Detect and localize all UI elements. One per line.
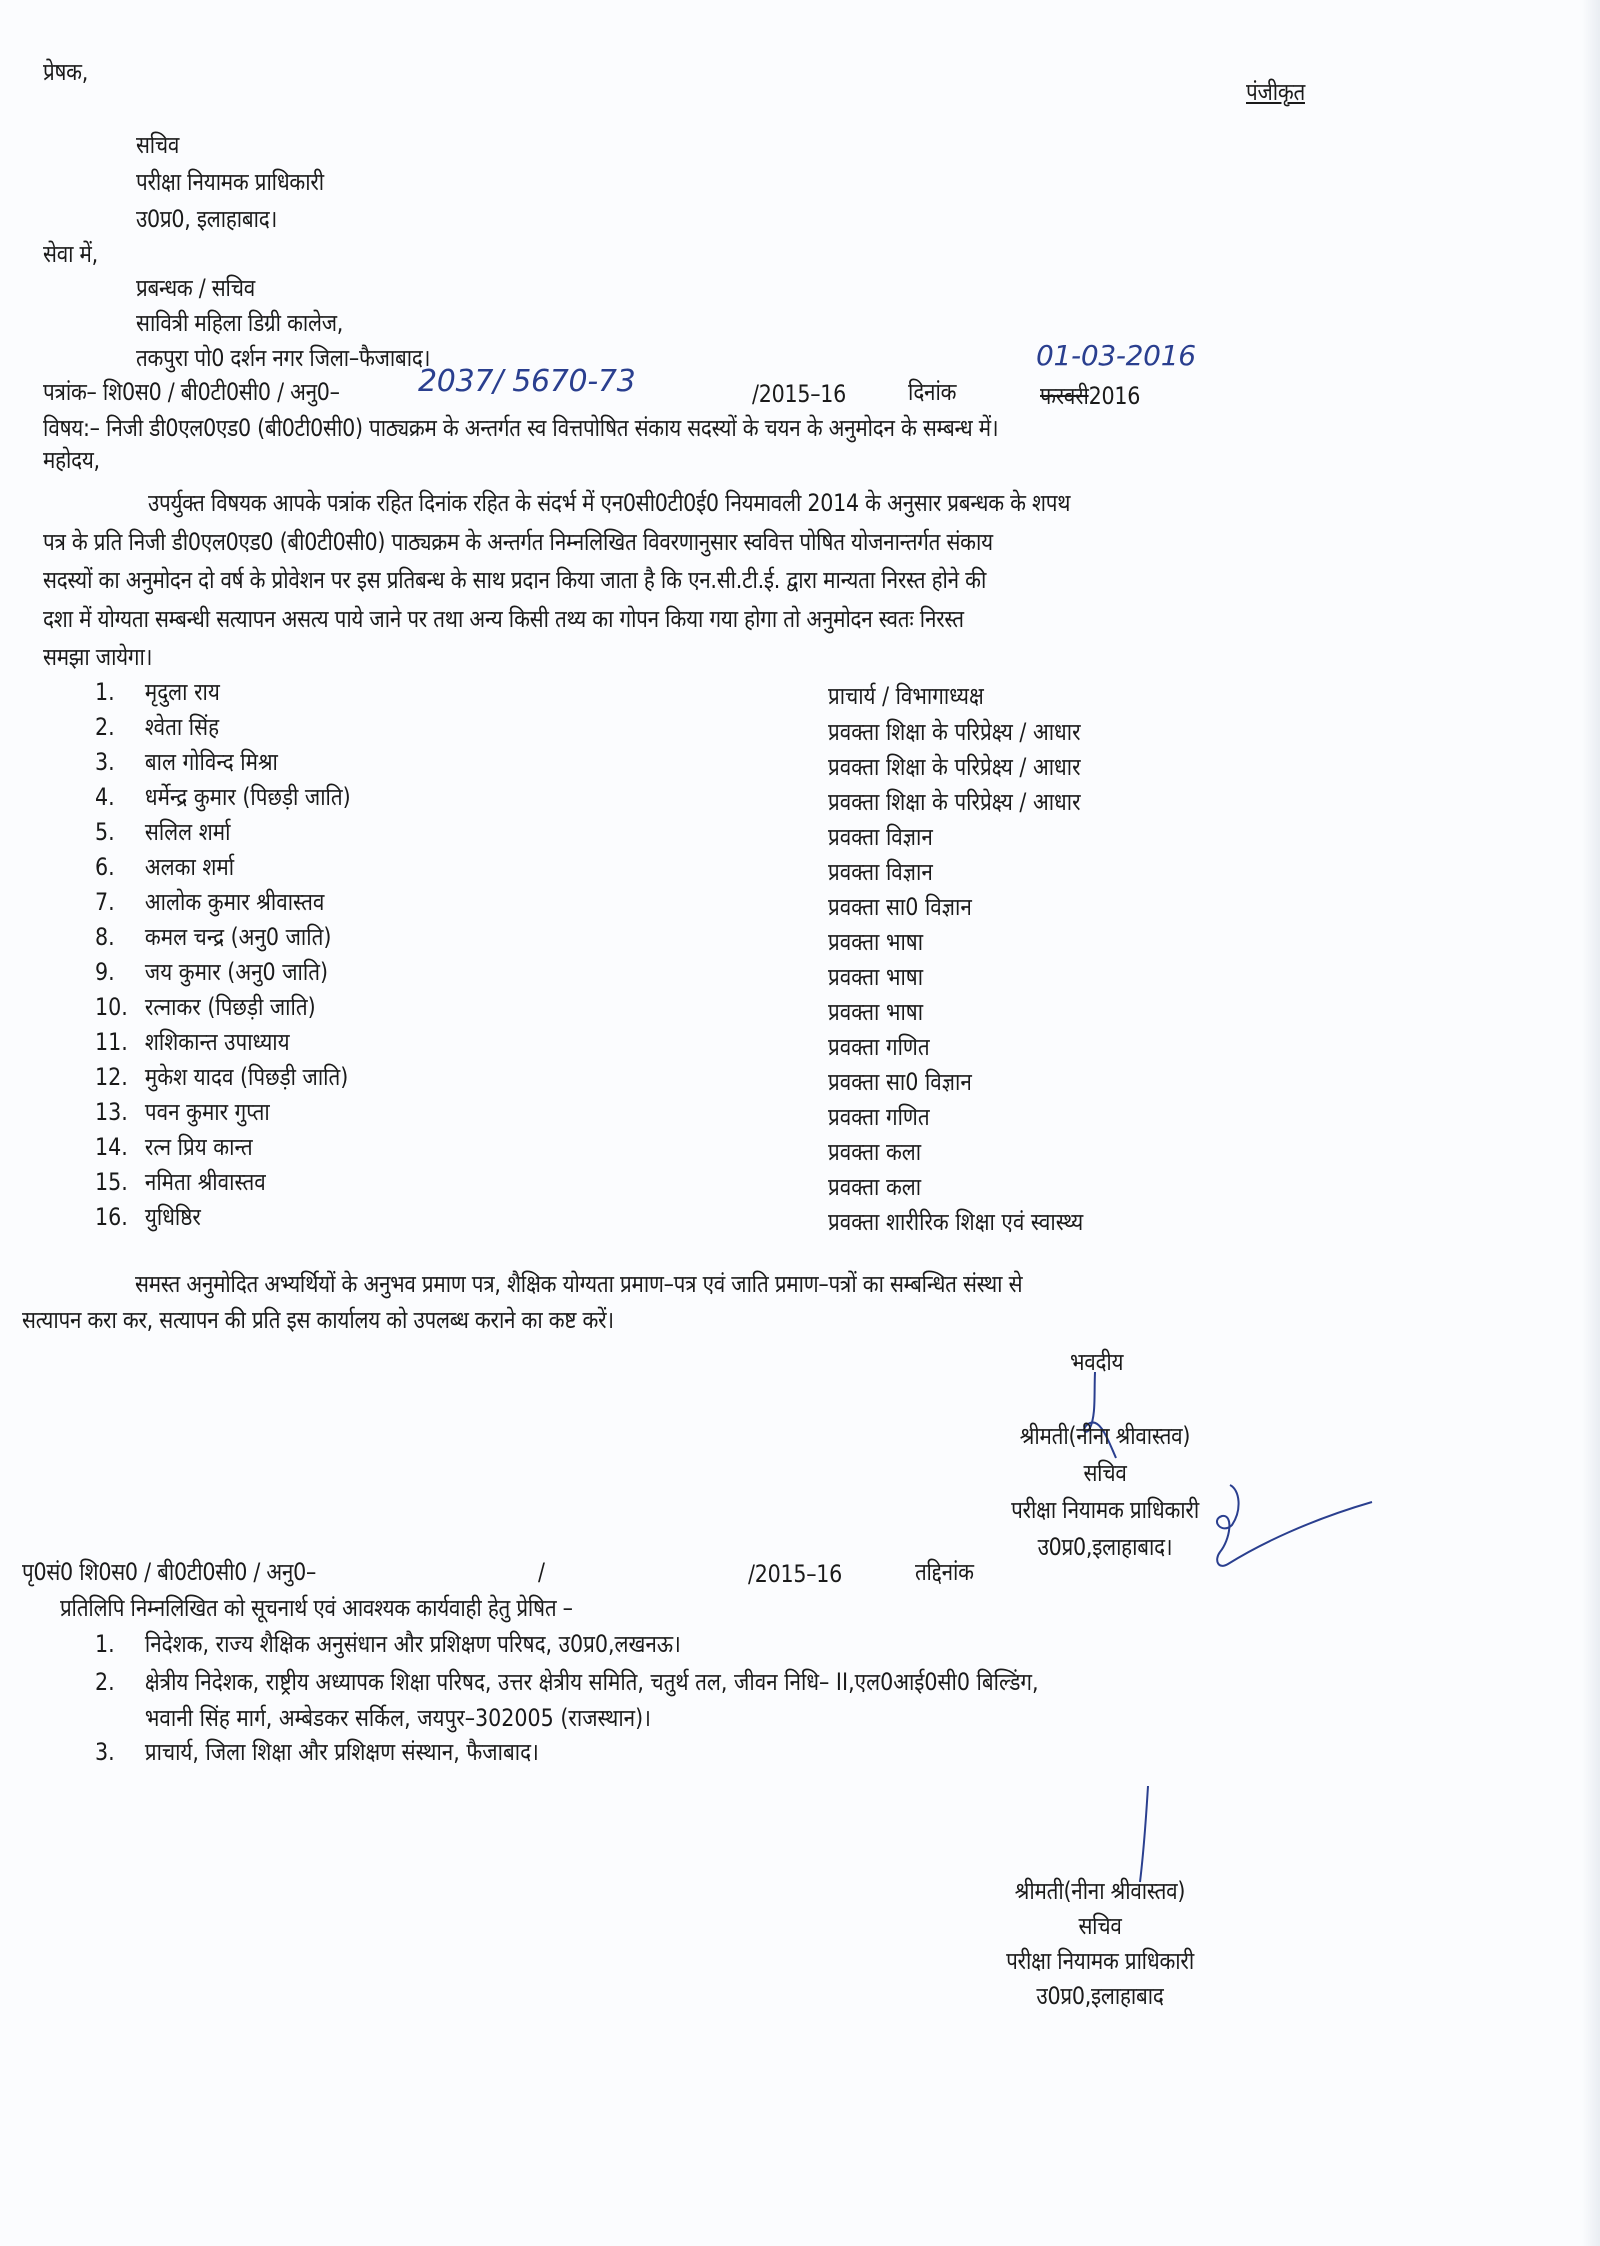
faculty-name-row: 3. बाल गोविन्द मिश्रा xyxy=(95,748,278,776)
copy-signatory-place: उ0प्र0,इलाहाबाद xyxy=(1036,1982,1164,2010)
struck-month: फरवरी xyxy=(1040,382,1089,410)
recipient-label: सेवा में, xyxy=(43,240,98,268)
faculty-post: प्रवक्ता सा0 विज्ञान xyxy=(828,1068,972,1096)
signature-stroke xyxy=(1130,1784,1160,1884)
copy-signatory-name: श्रीमती(नीना श्रीवास्तव) xyxy=(1014,1877,1186,1905)
faculty-name: रत्न प्रिय कान्त xyxy=(144,1133,253,1161)
faculty-name-row: 1. मृदुला राय xyxy=(95,678,220,706)
faculty-post: प्रवक्ता गणित xyxy=(828,1103,930,1131)
faculty-post: प्रवक्ता भाषा xyxy=(828,963,924,991)
faculty-post: प्रवक्ता शिक्षा के परिप्रेक्ष्य / आधार xyxy=(828,788,1081,816)
faculty-name: श्वेता सिंह xyxy=(144,713,220,741)
handwritten-reference-number: 2037/ 5670-73 xyxy=(418,364,636,399)
body-line: उपर्युक्त विषयक आपके पत्रांक रहित दिनांक रहित के संदर्भ में एन0सी0टी0ई0 नियमावली 2014 के अनुसार प्रबन्धक के शपथ xyxy=(148,489,1071,517)
valediction: भवदीय xyxy=(1070,1348,1124,1376)
faculty-post: प्रवक्ता विज्ञान xyxy=(828,823,933,851)
faculty-name: आलोक कुमार श्रीवास्तव xyxy=(144,888,325,916)
faculty-name: कमल चन्द्र (अनु0 जाति) xyxy=(144,923,332,951)
faculty-name-row: 12. मुकेश यादव (पिछड़ी जाति) xyxy=(95,1063,349,1091)
faculty-post: प्रवक्ता भाषा xyxy=(828,998,924,1026)
faculty-name: पवन कुमार गुप्ता xyxy=(144,1098,270,1126)
copy-reference-date: तद्दिनांक xyxy=(915,1558,974,1586)
printed-year: 2016 xyxy=(1088,382,1141,410)
faculty-name-row: 9. जय कुमार (अनु0 जाति) xyxy=(95,958,329,986)
faculty-post: प्रवक्ता कला xyxy=(828,1138,922,1166)
faculty-name: सलिल शर्मा xyxy=(144,818,231,846)
faculty-post: प्रवक्ता भाषा xyxy=(828,928,924,956)
faculty-post: प्रवक्ता शिक्षा के परिप्रेक्ष्य / आधार xyxy=(828,753,1081,781)
faculty-name-row: 6. अलका शर्मा xyxy=(95,853,235,881)
faculty-name: बाल गोविन्द मिश्रा xyxy=(144,748,278,776)
sender-label: प्रेषक, xyxy=(43,58,89,86)
signatory-designation: सचिव xyxy=(1083,1459,1127,1487)
signatory-place: उ0प्र0,इलाहाबाद। xyxy=(1037,1533,1173,1561)
body-line: दशा में योग्यता सम्बन्धी सत्यापन असत्य पाये जाने पर तथा अन्य किसी तथ्य का गोपन किया गया होगा तो अनुमोदन स्वतः निरस्त xyxy=(43,605,964,633)
faculty-name: मृदुला राय xyxy=(144,678,220,706)
faculty-post: प्रवक्ता गणित xyxy=(828,1033,930,1061)
faculty-name-row: 10. रत्नाकर (पिछड़ी जाति) xyxy=(95,993,316,1021)
faculty-name-row: 5. सलिल शर्मा xyxy=(95,818,231,846)
faculty-name-row: 13. पवन कुमार गुप्ता xyxy=(95,1098,270,1126)
copy-recipient-continuation: भवानी सिंह मार्ग, अम्बेडकर सर्किल, जयपुर–302005 (राजस्थान)। xyxy=(144,1704,652,1732)
faculty-post: प्राचार्य / विभागाध्यक्ष xyxy=(828,682,984,710)
faculty-post: प्रवक्ता सा0 विज्ञान xyxy=(828,893,972,921)
faculty-name-row: 8. कमल चन्द्र (अनु0 जाति) xyxy=(95,923,332,951)
faculty-name-row: 7. आलोक कुमार श्रीवास्तव xyxy=(95,888,325,916)
faculty-post: प्रवक्ता शिक्षा के परिप्रेक्ष्य / आधार xyxy=(828,718,1081,746)
recipient-address: तकपुरा पो0 दर्शन नगर जिला–फैजाबाद। xyxy=(136,344,431,372)
copy-reference-label: पृ0सं0 शि0स0 / बी0टी0सी0 / अनु0– xyxy=(22,1558,317,1586)
salutation: महोदय, xyxy=(43,446,100,474)
sender-designation: सचिव xyxy=(136,131,180,159)
faculty-name-row: 4. धर्मेन्द्र कुमार (पिछड़ी जाति) xyxy=(95,783,351,811)
body-line: समझा जायेगा। xyxy=(43,643,153,671)
faculty-name: नमिता श्रीवास्तव xyxy=(144,1168,266,1196)
registered-mark: पंजीकृत xyxy=(1246,78,1305,106)
recipient-institution: सावित्री महिला डिग्री कालेज, xyxy=(136,309,344,337)
copy-recipient: 2. क्षेत्रीय निदेशक, राष्ट्रीय अध्यापक शिक्षा परिषद, उत्तर क्षेत्रीय समिति, चतुर्थ तल, जीवन निधि– II,एल0आई0सी0 बिल्डिंग, xyxy=(95,1668,1039,1696)
faculty-post: प्रवक्ता शारीरिक शिक्षा एवं स्वास्थ्य xyxy=(828,1208,1084,1236)
closing-line: समस्त अनुमोदित अभ्यर्थियों के अनुभव प्रमाण पत्र, शैक्षिक योग्यता प्रमाण–पत्र एवं जाति प्रमाण–पत्रों का सम्बन्धित संस्था से xyxy=(135,1270,1023,1298)
copy-reference-session: /2015–16 xyxy=(748,1560,843,1588)
faculty-name: अलका शर्मा xyxy=(144,853,235,881)
copy-intro: प्रतिलिपि निम्नलिखित को सूचनार्थ एवं आवश्यक कार्यवाही हेतु प्रेषित – xyxy=(60,1594,573,1622)
signatory-name: श्रीमती(नीना श्रीवास्तव) xyxy=(1019,1422,1191,1450)
faculty-name: धर्मेन्द्र कुमार (पिछड़ी जाति) xyxy=(144,783,351,811)
body-line: सदस्यों का अनुमोदन दो वर्ष के प्रोवेशन पर इस प्रतिबन्ध के साथ प्रदान किया जाता है कि एन.सी.टी.ई. द्वारा मान्यता निरस्त होने की xyxy=(43,566,987,594)
scan-edge-shadow xyxy=(1582,0,1600,2246)
faculty-post: प्रवक्ता कला xyxy=(828,1173,922,1201)
reference-session: /2015–16 xyxy=(752,380,847,408)
faculty-name: युधिष्ठिर xyxy=(144,1203,201,1231)
copy-signatory-block xyxy=(920,1874,1280,2014)
date-label: दिनांक xyxy=(908,378,957,406)
recipient-designation: प्रबन्धक / सचिव xyxy=(136,274,255,302)
faculty-name-row: 16. युधिष्ठिर xyxy=(95,1203,201,1231)
closing-line: सत्यापन करा कर, सत्यापन की प्रति इस कार्यालय को उपलब्ध कराने का कष्ट करें। xyxy=(22,1306,614,1334)
signatory-office: परीक्षा नियामक प्राधिकारी xyxy=(1011,1496,1199,1524)
subject-line: विषय:– निजी डी0एल0एड0 (बी0टी0सी0) पाठ्यक्रम के अन्तर्गत स्व वित्तपोषित संकाय सदस्यों के चयन के अनुमोदन के सम्बन्ध में। xyxy=(43,414,999,442)
faculty-name: जय कुमार (अनु0 जाति) xyxy=(144,958,329,986)
faculty-name-row: 14. रत्न प्रिय कान्त xyxy=(95,1133,253,1161)
copy-signatory-office: परीक्षा नियामक प्राधिकारी xyxy=(1006,1947,1194,1975)
faculty-name: मुकेश यादव (पिछड़ी जाति) xyxy=(144,1063,349,1091)
copy-recipient: 3. प्राचार्य, जिला शिक्षा और प्रशिक्षण संस्थान, फैजाबाद। xyxy=(95,1738,539,1766)
faculty-post: प्रवक्ता विज्ञान xyxy=(828,858,933,886)
copy-recipient: 1. निदेशक, राज्य शैक्षिक अनुसंधान और प्रशिक्षण परिषद, उ0प्र0,लखनऊ। xyxy=(95,1630,681,1658)
faculty-name-row: 2. श्वेता सिंह xyxy=(95,713,220,741)
faculty-name-row: 11. शशिकान्त उपाध्याय xyxy=(95,1028,290,1056)
printed-date xyxy=(1040,380,1140,412)
faculty-name-row: 15. नमिता श्रीवास्तव xyxy=(95,1168,266,1196)
copy-signatory-designation: सचिव xyxy=(1078,1912,1122,1940)
sender-office: परीक्षा नियामक प्राधिकारी xyxy=(136,168,324,196)
reference-label: पत्रांक– शि0स0 / बी0टी0सी0 / अनु0– xyxy=(43,378,340,406)
initials-scribble xyxy=(1200,1480,1380,1580)
sender-place: उ0प्र0, इलाहाबाद। xyxy=(136,205,278,233)
body-line: पत्र के प्रति निजी डी0एल0एड0 (बी0टी0सी0) पाठ्यक्रम के अन्तर्गत निम्नलिखित विवरणानुसार स्ववित्त पोषित योजनान्तर्गत संकाय xyxy=(43,528,993,556)
handwritten-date: 01-03-2016 xyxy=(1036,339,1196,372)
faculty-name: रत्नाकर (पिछड़ी जाति) xyxy=(144,993,316,1021)
faculty-name: शशिकान्त उपाध्याय xyxy=(144,1028,290,1056)
copy-reference-separator: / xyxy=(538,1558,545,1586)
